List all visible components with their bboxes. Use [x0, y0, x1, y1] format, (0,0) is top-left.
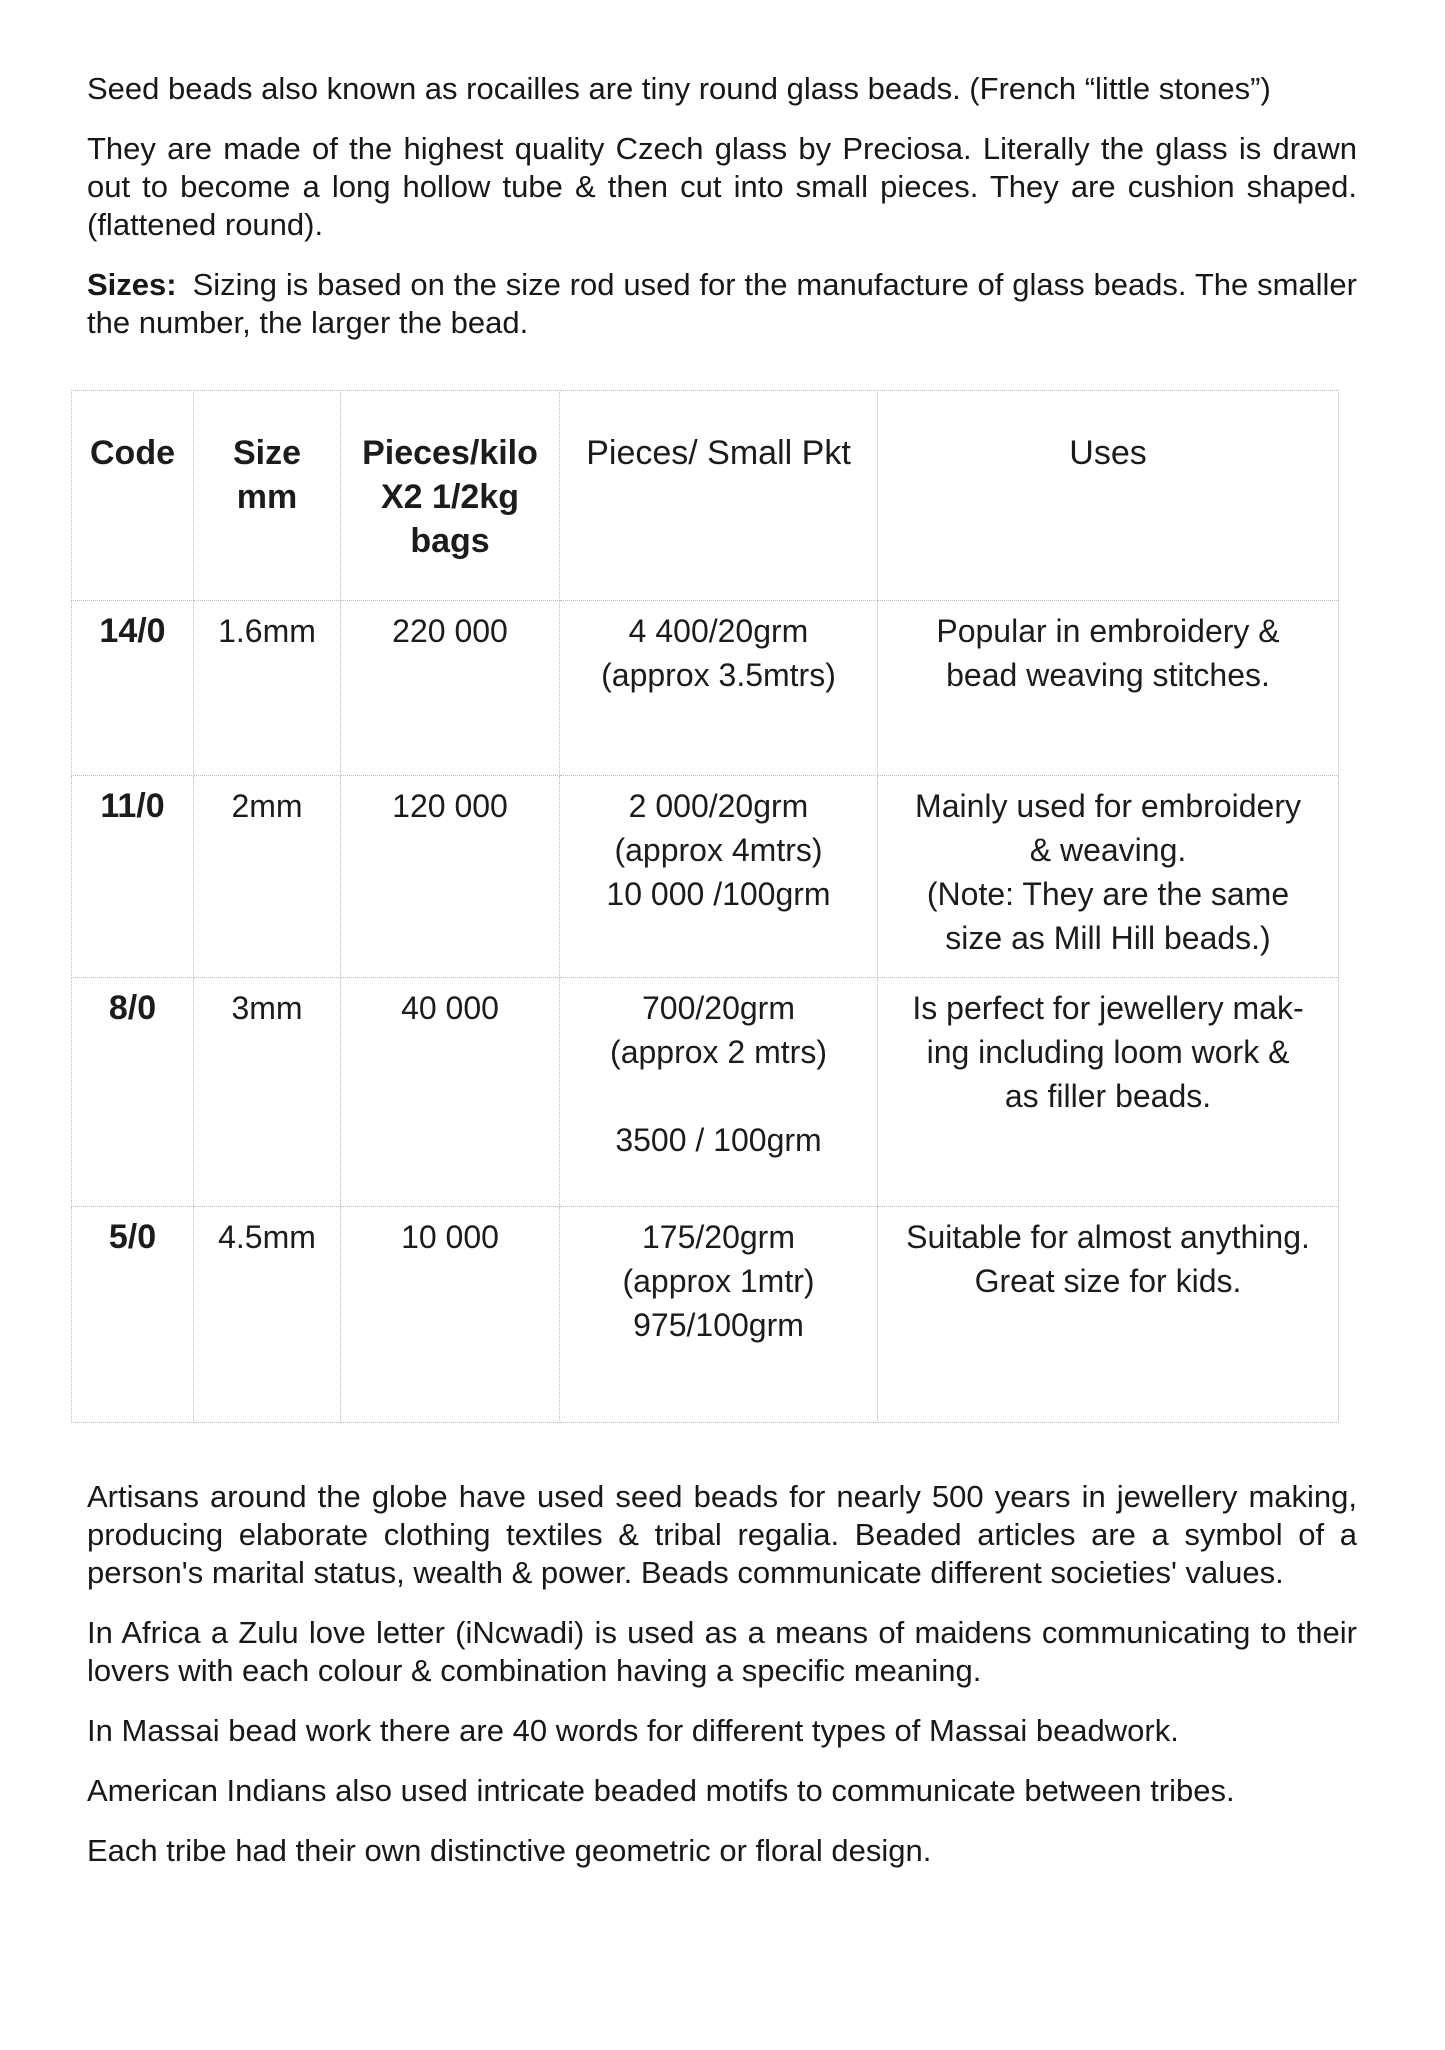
cell-pieces-kilo: 220 000 [341, 601, 560, 776]
cell-size: 4.5mm [194, 1207, 341, 1423]
paragraph-tribe-design: Each tribe had their own distinctive geometric or floral design. [87, 1833, 932, 1868]
sizes-label: Sizes: [87, 267, 177, 302]
paragraph-manufacture: They are made of the highest quality Czech glass by Preciosa. Literally the glass is drawn out to become a long hollow tube & then cut into small pieces. They are cushion shaped. (flattened round). [87, 131, 1357, 242]
cell-code: 14/0 [72, 601, 194, 776]
cell-small-pkt: 700/20grm (approx 2 mtrs) 3500 / 100grm [560, 978, 878, 1207]
cell-uses: Mainly used for embroidery & weaving. (Note: They are the same size as Mill Hill beads.) [878, 776, 1339, 978]
cell-small-pkt: 2 000/20grm (approx 4mtrs) 10 000 /100grm [560, 776, 878, 978]
cell-uses: Suitable for almost anything. Great size for kids. [878, 1207, 1339, 1423]
paragraph-american-indians: American Indians also used intricate beaded motifs to communicate between tribes. [87, 1773, 1235, 1808]
cell-pieces-kilo: 40 000 [341, 978, 560, 1207]
cell-code: 11/0 [72, 776, 194, 978]
header-size: Size mm [194, 391, 341, 601]
sizes-text: Sizing is based on the size rod used for the manufacture of glass beads. The smaller the number, the larger the bead. [87, 267, 1357, 340]
paragraph-artisans: Artisans around the globe have used seed beads for nearly 500 years in jewellery making, producing elaborate clothing textiles & tribal regalia. Beaded articles are a symbol of a person's marital status, wealth & power. Beads communicate different societies' values. [87, 1479, 1357, 1590]
table-row [72, 1207, 1339, 1423]
paragraph-sizes [87, 266, 1357, 342]
paragraph-massai: In Massai bead work there are 40 words for different types of Massai beadwork. [87, 1713, 1179, 1748]
cell-uses: Is perfect for jewellery mak- ing including loom work & as filler beads. [878, 978, 1339, 1207]
cell-size: 2mm [194, 776, 341, 978]
table-row [72, 601, 1339, 776]
header-code: Code [72, 391, 194, 601]
cell-uses: Popular in embroidery & bead weaving stitches. [878, 601, 1339, 776]
header-uses: Uses [878, 391, 1339, 601]
table-row [72, 978, 1339, 1207]
cell-pieces-kilo: 120 000 [341, 776, 560, 978]
cell-pieces-kilo: 10 000 [341, 1207, 560, 1423]
cell-code: 5/0 [72, 1207, 194, 1423]
header-small-pkt: Pieces/ Small Pkt [560, 391, 878, 601]
header-pieces-kilo: Pieces/kilo X2 1/2kg bags [341, 391, 560, 601]
table-row [72, 776, 1339, 978]
cell-size: 1.6mm [194, 601, 341, 776]
cell-small-pkt: 4 400/20grm (approx 3.5mtrs) [560, 601, 878, 776]
cell-small-pkt: 175/20grm (approx 1mtr) 975/100grm [560, 1207, 878, 1423]
paragraph-seed-beads: Seed beads also known as rocailles are tiny round glass beads. (French “little stones”) [87, 71, 1271, 106]
paragraph-zulu-love-letter: In Africa a Zulu love letter (iNcwadi) is used as a means of maidens communicating to their lovers with each colour & combination having a specific meaning. [87, 1615, 1357, 1688]
cell-size: 3mm [194, 978, 341, 1207]
table-header-row [72, 391, 1339, 601]
cell-code: 8/0 [72, 978, 194, 1207]
bead-size-table [71, 390, 1339, 1423]
